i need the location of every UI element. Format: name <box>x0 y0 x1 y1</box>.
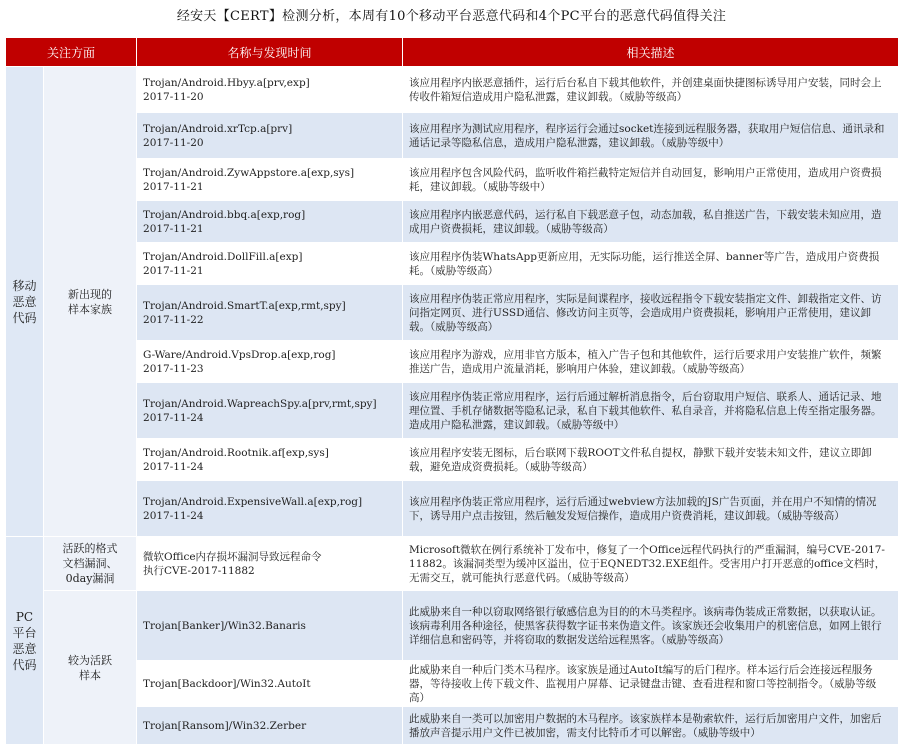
sample-name-cell <box>137 661 403 707</box>
sample-name-cell <box>137 67 403 113</box>
sample-description: 该应用程序安装无图标，后台联网下载ROOT文件私自提权，静默下载并安装未知文件，建议立即卸载，避免造成资费损耗。（威胁等级高） <box>403 439 899 481</box>
sample-description: 此威胁来自一类可以加密用户数据的木马程序。该家族样本是勒索软件，运行后加密用户文件，加密后播放声音提示用户文件已被加密，需支付比特币才可以解密。（威胁等级中） <box>403 707 899 745</box>
header-name-time: 名称与发现时间 <box>137 38 403 67</box>
sample-name-cell <box>137 201 403 243</box>
table-row <box>6 383 899 439</box>
table-row <box>6 341 899 383</box>
sample-name-cell <box>137 591 403 661</box>
sample-name: 微软Office内存损坏漏洞导致远程命令 <box>143 550 322 563</box>
header-focus: 关注方面 <box>6 38 137 67</box>
sample-date: 2017-11-23 <box>143 362 204 375</box>
sample-name: Trojan/Android.WapreachSpy.a[prv,rmt,spy] <box>143 397 377 410</box>
sample-description: Microsoft微软在例行系统补丁发布中，修复了一个Office远程代码执行的严重漏洞，编号CVE-2017-11882。该漏洞类型为缓冲区溢出，位于EQNEDT32.EXE组件。受害用户打开恶意的office文档时，无需交互，就可能执行恶意代码。（威胁等级高） <box>403 537 899 591</box>
sample-name: Trojan/Android.xrTcp.a[prv] <box>143 122 293 135</box>
header-row <box>6 38 899 67</box>
sample-date: 2017-11-24 <box>143 460 204 473</box>
table-row <box>6 113 899 159</box>
sample-date: 2017-11-20 <box>143 136 204 149</box>
sample-name: Trojan[Banker]/Win32.Banaris <box>143 619 306 632</box>
table-row <box>6 67 899 113</box>
page-title: 经安天【CERT】检测分析，本周有10个移动平台恶意代码和4个PC平台的恶意代码值得关注 <box>176 9 727 24</box>
sample-date: 2017-11-21 <box>143 180 204 193</box>
sample-name-cell <box>137 481 403 537</box>
table-row <box>6 159 899 201</box>
sample-name: G-Ware/Android.VpsDrop.a[exp,rog] <box>143 348 336 361</box>
sample-description: 该应用程序伪装正常应用程序，运行后通过解析消息指令，后台窃取用户短信、联系人、通话记录、地理位置、手机存储数据等隐私记录，私自下载其他软件、私自录音，并将隐私信息上传至指定服务器。造成用户隐私泄露，建议卸载。（威胁等级中） <box>403 383 899 439</box>
sample-name: Trojan[Backdoor]/Win32.AutoIt <box>143 677 311 690</box>
table-row <box>6 243 899 285</box>
category-mobile: 移动 恶意 代码 <box>6 67 44 537</box>
sample-date: 2017-11-24 <box>143 509 204 522</box>
sample-date: 2017-11-20 <box>143 90 204 103</box>
sample-name: Trojan/Android.SmartT.a[exp,rmt,spy] <box>143 299 346 312</box>
sample-name-cell <box>137 341 403 383</box>
sample-name-cell <box>137 285 403 341</box>
sample-description: 该应用程序包含风险代码，监听收件箱拦截特定短信并自动回复，影响用户正常使用，造成用户资费损耗，建议卸载。（威胁等级中） <box>403 159 899 201</box>
sample-name: Trojan/Android.ZywAppstore.a[exp,sys] <box>143 166 355 179</box>
table-row <box>6 481 899 537</box>
sample-description: 该应用程序伪装正常应用程序，实际是间谍程序，接收远程指令下载安装指定文件、卸载指定文件、访问指定网页、进行USSD通信、修改访问主页等，会造成用户资费损耗，影响用户正常使用，建议卸载。（威胁等级高） <box>403 285 899 341</box>
subgroup-new-families: 新出现的 样本家族 <box>44 67 137 537</box>
sample-date: 执行CVE-2017-11882 <box>143 564 255 577</box>
sample-name: Trojan/Android.Hbyy.a[prv,exp] <box>143 76 310 89</box>
sample-date: 2017-11-21 <box>143 222 204 235</box>
sample-description: 该应用程序伪装正常应用程序，运行后通过webview方法加载的JS广告页面，并在用户不知情的情况下，诱导用户点击按钮，然后触发发短信操作，造成用户资费消耗，建议卸载。（威胁等级高） <box>403 481 899 537</box>
sample-name-cell <box>137 113 403 159</box>
sample-name-cell <box>137 159 403 201</box>
subgroup-active-vuln: 活跃的格式 文档漏洞、 0day漏洞 <box>44 537 137 591</box>
table-row <box>6 661 899 707</box>
sample-date: 2017-11-22 <box>143 313 204 326</box>
sample-name: Trojan/Android.bbq.a[exp,rog] <box>143 208 306 221</box>
sample-name-cell <box>137 707 403 745</box>
sample-name-cell <box>137 243 403 285</box>
sample-name: Trojan[Ransom]/Win32.Zerber <box>143 719 307 732</box>
threat-table <box>5 37 899 745</box>
sample-date: 2017-11-21 <box>143 264 204 277</box>
table-row <box>6 591 899 661</box>
table-row <box>6 707 899 745</box>
sample-name: Trojan/Android.DollFill.a[exp] <box>143 250 303 263</box>
table-row <box>6 285 899 341</box>
table-row <box>6 439 899 481</box>
sample-description: 该应用程序内嵌恶意插件，运行后台私自下载其他软件，并创建桌面快捷图标诱导用户安装，同时会上传收件箱短信造成用户隐私泄露，建议卸载。（威胁等级高） <box>403 67 899 113</box>
table-row <box>6 201 899 243</box>
sample-date: 2017-11-24 <box>143 411 204 424</box>
sample-description: 该应用程序为游戏，应用非官方版本，植入广告子包和其他软件，运行后要求用户安装推广软件，频繁推送广告，造成用户流量消耗，影响用户体验，建议卸载。（威胁等级高） <box>403 341 899 383</box>
sample-name-cell <box>137 537 403 591</box>
sample-name-cell <box>137 439 403 481</box>
sample-description: 该应用程序伪装WhatsApp更新应用，无实际功能，运行推送全屏、banner等广告，造成用户资费损耗。（威胁等级高） <box>403 243 899 285</box>
sample-name-cell <box>137 383 403 439</box>
sample-name: Trojan/Android.Rootnik.af[exp,sys] <box>143 446 329 459</box>
table-row <box>6 537 899 591</box>
subgroup-active-samples: 较为活跃 样本 <box>44 591 137 745</box>
sample-description: 此威胁来自一种后门类木马程序。该家族是通过AutoIt编写的后门程序。样本运行后会连接远程服务器，等待接收上传下载文件、监视用户屏幕、记录键盘击键、查看进程和窗口等控制指令。（威胁等级高） <box>403 661 899 707</box>
sample-name: Trojan/Android.ExpensiveWall.a[exp,rog] <box>143 495 363 508</box>
category-pc: PC 平台 恶意 代码 <box>6 537 44 745</box>
header-description: 相关描述 <box>403 38 899 67</box>
sample-description: 此威胁来自一种以窃取网络银行敏感信息为目的的木马类程序。该病毒伪装成正常数据，以获取认证。该病毒利用各种途径，使黑客获得数字证书来伪造文件。该家族还会收集用户的机密信息，如网上银行详细信息和密码等，并将窃取的数据发送给远程黑客。（威胁等级高） <box>403 591 899 661</box>
sample-description: 该应用程序内嵌恶意代码，运行私自下载恶意子包，动态加载，私自推送广告，下载安装未知应用，造成用户资费损耗，建议卸载。（威胁等级高） <box>403 201 899 243</box>
sample-description: 该应用程序为测试应用程序，程序运行会通过socket连接到远程服务器，获取用户短信信息、通讯录和通话记录等隐私信息，造成用户隐私泄露，建议卸载。（威胁等级中） <box>403 113 899 159</box>
